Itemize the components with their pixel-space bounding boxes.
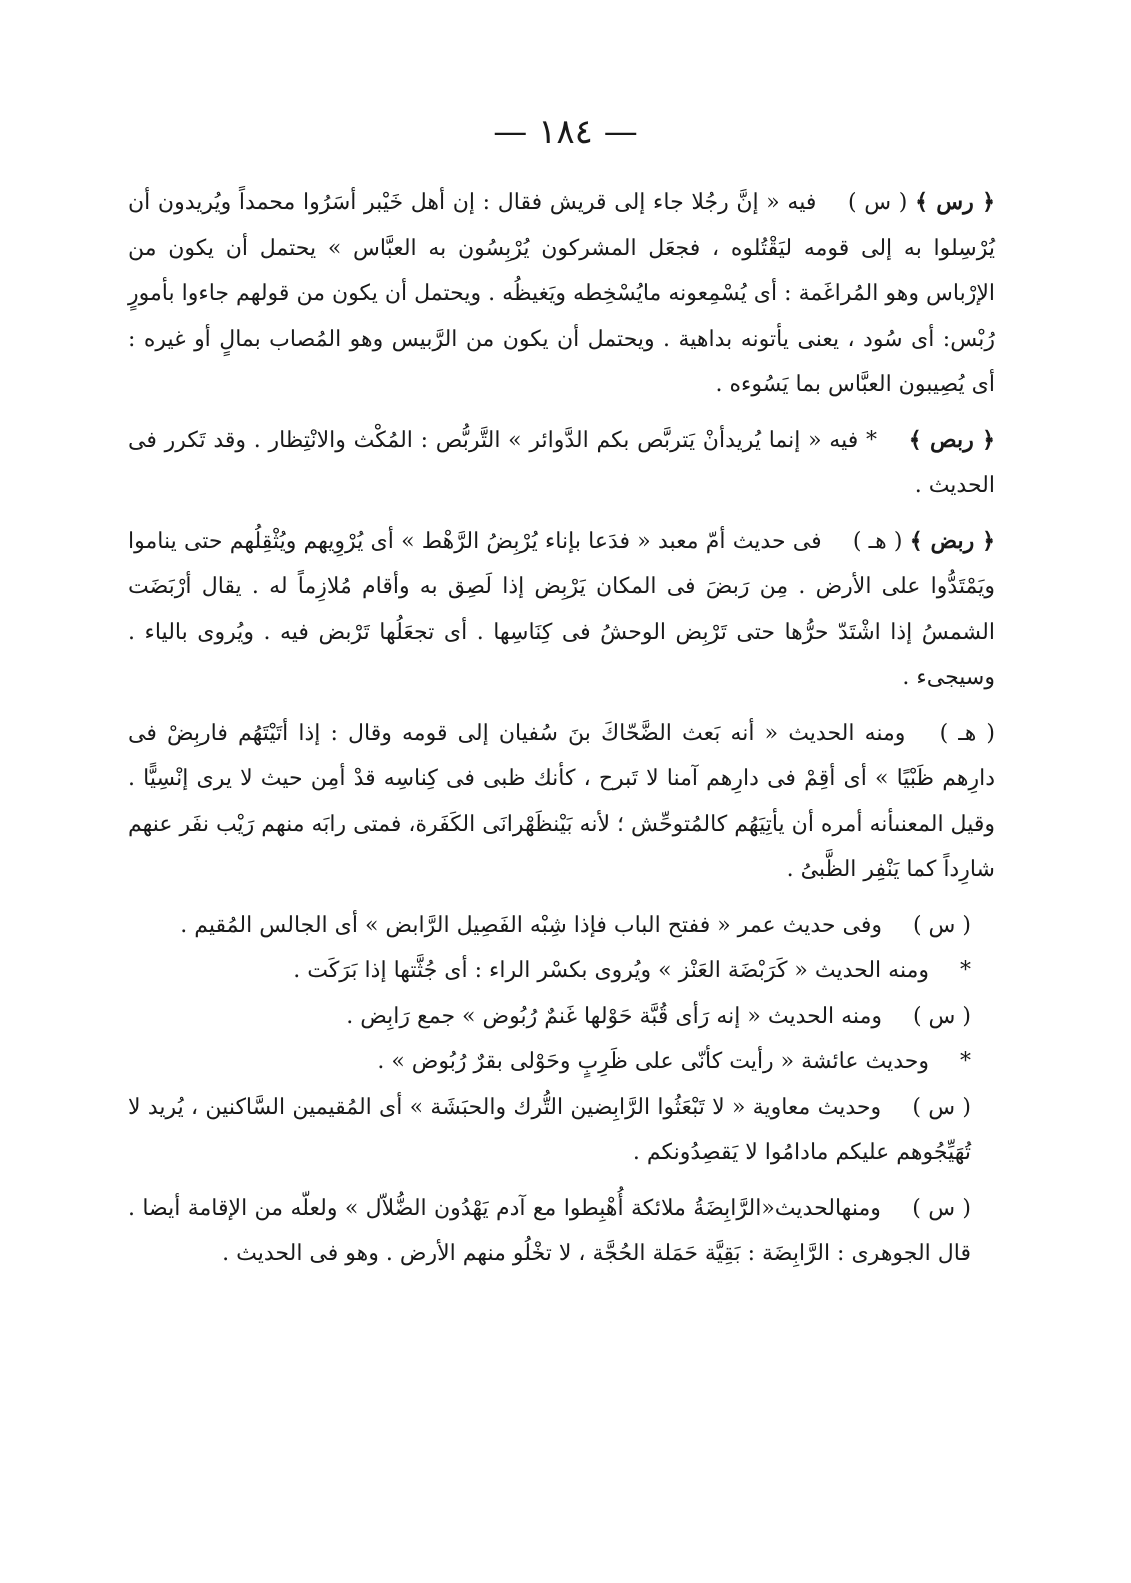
entry-text: ومنه الحديث « كَرَبْضَة العَنْز » ويُروى بكسْر الراء : أى جُثَّتها إذا بَرَكَت . bbox=[293, 958, 929, 983]
entry-headword: ﴿ ربص ﴾ bbox=[908, 426, 995, 453]
entry-text: * فيه « إنما يُريدأنْ يَتربَّص بكم الدَّوائر » التَّربُّص : المُكْث والانْتِظار . وقد تَكرر فى الحديث . bbox=[128, 427, 995, 498]
entry-text: ومنه الحديث « إنه رَأى قُبَّة حَوْلها غَنمٌ رُبُوض » جمع رَابِض . bbox=[346, 1003, 882, 1029]
entry-paragraph bbox=[128, 994, 995, 1040]
entry-text: فيه « إنَّ رجُلا جاء إلى قريش فقال : إن أهل خَيْبر أسَرُوا محمداً ويُريدون أن يُرْسِلوا به إلى قومه ليَقْتُلوه ، فجعَل المشركون يُرْبِسُون به العبَّاس » يحتمل أن يكون من الإرْباس وهو المُراغَمة : أى يُسْمِعونه مايُسْخِطه ويَغيظُه . ويحتمل أن يكون من قولهم جاءوا بأمورٍ رُبْس: أى سُود ، يعنى يأتونه بداهية . ويحتمل أن يكون من الرَّبيس وهو المُصاب بمالٍ أو غيره : أى يُصِيبون العبَّاس بما يَسُوءه . bbox=[128, 190, 995, 397]
page-number: — ١٨٤ — bbox=[493, 112, 638, 152]
entry-text: وحديث معاوية « لا تَبْعَثُوا الرَّابِضين التُّرك والحبَشَة » أى المُقيمين السَّاكنين ، يُريد لا تُهَيِّجُوهم عليكم مادامُوا لا يَقصِدُونكم . bbox=[128, 1094, 971, 1165]
entry-paragraph bbox=[128, 711, 995, 893]
source-marker: ( س ) bbox=[848, 190, 908, 215]
entry-text: وحديث عائشة « رأيت كأنّى على ظَرِبٍ وحَوْلى بقرٌ رُبُوض » . bbox=[377, 1049, 929, 1074]
entry-rus bbox=[128, 180, 995, 408]
source-marker: ( هـ ) bbox=[852, 528, 903, 554]
asterisk-marker: * bbox=[960, 958, 971, 983]
entry-rabd bbox=[128, 519, 995, 701]
entry-headword: ﴿ ربض ﴾ bbox=[909, 527, 995, 554]
source-marker: ( هـ ) bbox=[939, 720, 995, 746]
asterisk-marker: * bbox=[960, 1049, 971, 1074]
source-marker: ( س ) bbox=[912, 1094, 971, 1120]
source-marker: ( س ) bbox=[912, 1003, 971, 1029]
source-marker: ( س ) bbox=[912, 1195, 971, 1221]
entry-headword: ﴿ رس ﴾ bbox=[915, 189, 995, 215]
entry-rabs bbox=[128, 418, 995, 509]
entry-text: وفى حديث عمر « ففتح الباب فإذا شِبْه الفَصِيل الرَّابض » أى الجالس المُقيم . bbox=[180, 912, 882, 938]
page-body bbox=[128, 180, 995, 1287]
entry-paragraph bbox=[128, 903, 995, 949]
entry-paragraph bbox=[128, 1039, 995, 1085]
entry-text: ومنهالحديث«الرَّابِضَةُ ملائكة أُهْبِطوا مع آدم يَهْدُون الضُّلاّل » ولعلّه من الإقامة أيضا . قال الجوهرى : الرَّابِضَة : بَقِيَّة حَمَلة الحُجَّة ، لا تخْلُو منهم الأرض . وهو فى الحديث . bbox=[128, 1195, 971, 1266]
entry-paragraph bbox=[128, 1186, 995, 1277]
entry-paragraph bbox=[128, 948, 995, 994]
source-marker: ( س ) bbox=[912, 912, 971, 938]
entry-paragraph bbox=[128, 1085, 995, 1176]
entry-text: ومنه الحديث « أنه بَعث الضَّحّاكَ بنَ سُفيان إلى قومه وقال : إذا أتَيْتَهُم فاربِضْ فى دارِهم ظَبْيًا » أى أقِمْ فى دارِهم آمنا لا تَبرح ، كأنك ظبى فى كِناسِه قدْ أمِن حيث لا يرى إنْسِيًّا . وقيل المعنىأنه أمره أن يأتِيَهُم كالمُتوحِّش ؛ لأنه بَيْنظَهْرانَى الكَفَرة، فمتى رابَه منهم رَيْب نفَر عنهم شارِداً كما يَنْفِر الظَّبىُ . bbox=[128, 720, 995, 882]
entry-text: فى حديث أمّ معبد « فدَعا بإناء يُرْبِضُ الرَّهْط » أى يُرْوِيهم ويُثْقِلُهم حتى يناموا ويَمْتَدُّوا على الأرض . مِن رَبضَ فى المكان يَرْبِض إذا لَصِق به وأقام مُلازِماً له . يقال أرْبَضَت الشمسُ إذا اشْتَدّ حرُّها حتى تَرْبِض الوحشُ فى كِنَاسِها . أى تجعَلُها تَرْبض فيه . ويُروى بالياء . وسيجىء . bbox=[128, 528, 995, 690]
